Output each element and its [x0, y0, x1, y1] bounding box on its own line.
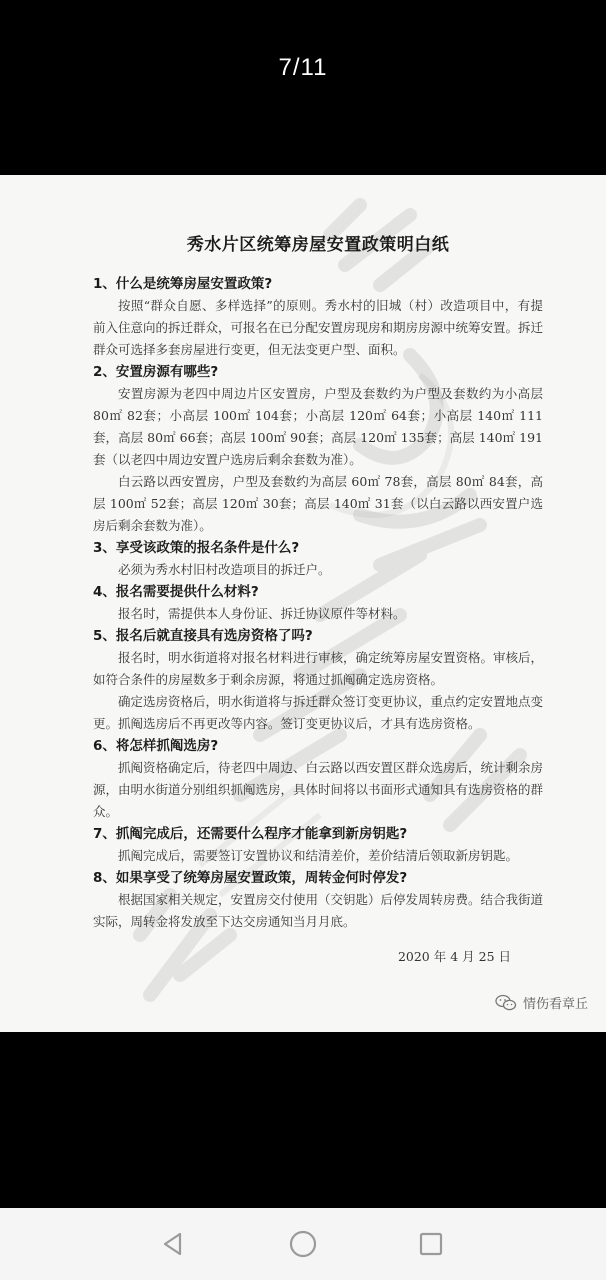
wechat-icon [495, 994, 517, 1012]
section-paragraph: 安置房源为老四中周边片区安置房，户型及套数约为户型及套数约为小高层 80㎡ 82套；小高层 100㎡ 104套；小高层 120㎡ 64套；小高层 140㎡ 111套，高层 80㎡ 66套；高层 100㎡ 90套；高层 120㎡ 135套；高层 140㎡ 191套（以老四中周边安置户选房后剩余套数为准）。 [93, 386, 543, 467]
section-question: 3、享受该政策的报名条件是什么? [93, 540, 300, 556]
section-question: 7、抓阄完成后，还需要什么程序才能拿到新房钥匙? [93, 826, 408, 842]
section-question: 6、将怎样抓阄选房? [93, 738, 219, 754]
section-paragraph: 根据国家相关规定，安置房交付使用（交钥匙）后停发周转房费。结合我街道实际，周转金将发放至下达交房通知当月月底。 [93, 892, 544, 929]
section-paragraph: 按照“群众自愿、多样选择”的原则。秀水村的旧城（村）改造项目中，有提前入住意向的拆迁群众，可报名在已分配安置房现房和期房房源中统筹安置。拆迁群众可选择多套房屋进行变更，但无法变更户型、面积。 [93, 298, 544, 357]
section-question: 1、什么是统筹房屋安置政策? [93, 276, 273, 292]
section-paragraph: 白云路以西安置房，户型及套数约为高层 60㎡ 78套，高层 80㎡ 84套，高层 100㎡ 52套；高层 120㎡ 30套；高层 140㎡ 31套（以白云路以西安置户选房后剩余套数为准）。 [93, 474, 543, 533]
page-counter: 7/11 [278, 54, 328, 81]
section-7 [93, 823, 543, 867]
section-8 [93, 867, 543, 933]
section-question: 8、如果享受了统筹房屋安置政策，周转金何时停发? [93, 870, 408, 886]
section-1 [93, 273, 543, 361]
section-paragraph: 报名时，需提供本人身份证、拆迁协议原件等材料。 [118, 606, 406, 621]
circle-home-icon [288, 1229, 318, 1259]
section-paragraph: 确定选房资格后，明水街道将与拆迁群众签订变更协议，重点约定安置地点变更。抓阄选房后不再更改等内容。签订变更协议后，才具有选房资格。 [93, 694, 544, 731]
section-question: 5、报名后就直接具有选房资格了吗? [93, 628, 313, 644]
section-paragraph: 报名时，明水街道将对报名材料进行审核，确定统筹房屋安置资格。审核后，如符合条件的房屋数多于剩余房源，将通过抓阄确定选房资格。 [93, 650, 544, 687]
section-paragraph: 必须为秀水村旧村改造项目的拆迁户。 [118, 562, 331, 577]
back-button[interactable] [153, 1224, 193, 1264]
section-6 [93, 735, 543, 823]
brand-label: 情伤看章丘 [522, 997, 588, 1012]
account-brand [495, 993, 588, 1012]
document-body [93, 230, 543, 965]
section-3 [93, 537, 543, 581]
section-2 [93, 361, 543, 537]
recents-button[interactable] [411, 1224, 451, 1264]
document-date: 2020 年 4 月 25 日 [397, 949, 511, 964]
section-question: 2、安置房源有哪些? [93, 364, 219, 380]
square-recents-icon [417, 1230, 445, 1258]
home-button[interactable] [283, 1224, 323, 1264]
section-paragraph: 抓阄完成后，需要签订安置协议和结清差价，差价结清后领取新房钥匙。 [118, 848, 519, 863]
section-paragraph: 抓阄资格确定后，待老四中周边、白云路以西安置区群众选房后，统计剩余房源，由明水街道分别组织抓阄选房，具体时间将以书面形式通知具有选房资格的群众。 [93, 760, 544, 819]
section-5 [93, 625, 543, 735]
section-question: 4、报名需要提供什么材料? [93, 584, 259, 600]
document-title: 秀水片区统筹房屋安置政策明白纸 [186, 235, 450, 255]
viewer-top-bar [0, 0, 606, 175]
document-photo[interactable] [0, 175, 606, 1032]
system-navigation-bar [0, 1208, 606, 1280]
section-4 [93, 581, 543, 625]
triangle-back-icon [159, 1230, 187, 1258]
